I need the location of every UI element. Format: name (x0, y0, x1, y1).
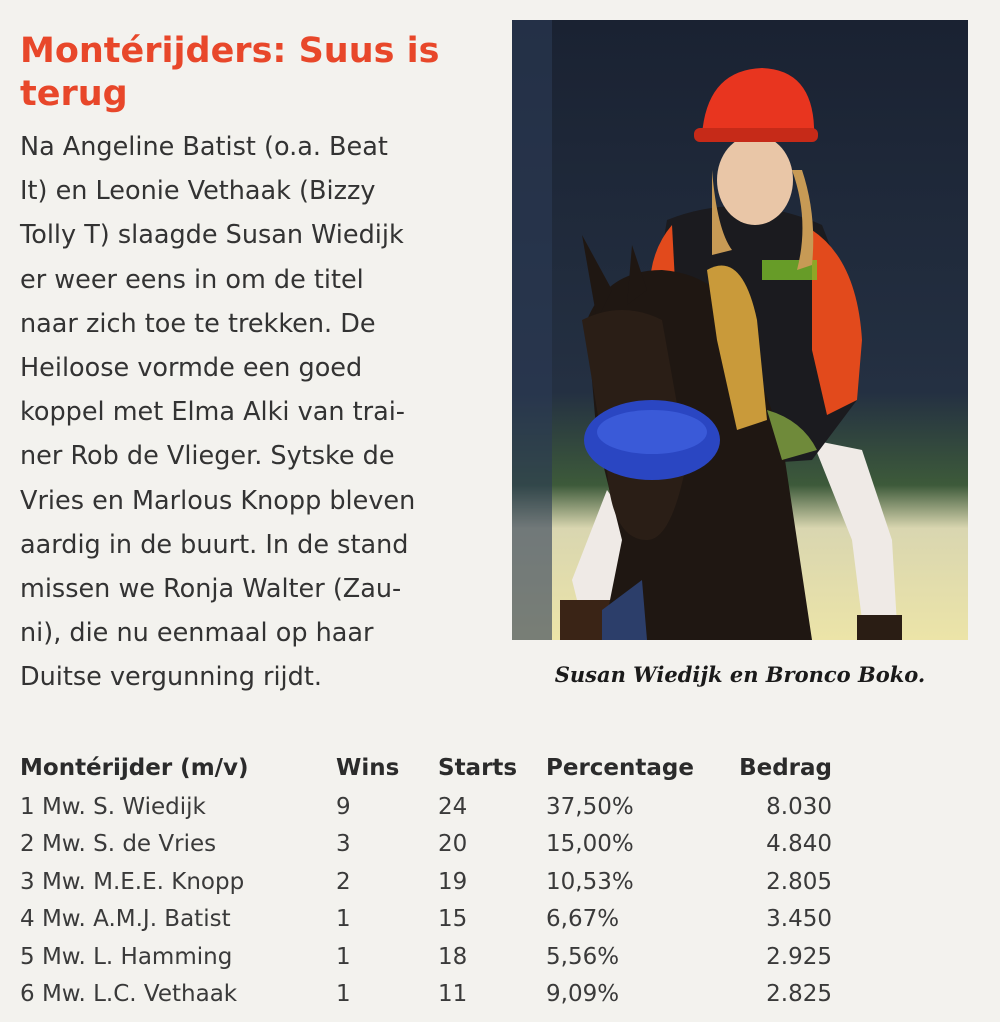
cell-percentage: 37,50% (546, 793, 634, 820)
body-line: Heiloose vormde een goed (20, 353, 363, 384)
photo-caption: Susan Wiedijk en Bronco Boko. (554, 662, 926, 687)
cell-rider: 6 Mw. L.C. Vethaak (20, 981, 238, 1008)
cell-amount: 8.030 (766, 793, 832, 820)
table-row (20, 938, 832, 976)
header-wins: Wins (336, 755, 400, 781)
cell-rider: 2 Mw. S. de Vries (20, 831, 217, 858)
header-rider: Montérijder (m/v) (20, 755, 249, 781)
body-line: koppel met Elma Alki van trai- (20, 397, 405, 428)
cell-wins: 1 (336, 906, 351, 933)
cell-amount: 4.840 (766, 831, 832, 858)
body-line: naar zich toe te trekken. De (20, 308, 376, 339)
table-header-row (20, 748, 832, 788)
cell-wins: 3 (336, 831, 351, 858)
body-line: missen we Ronja Walter (Zau- (20, 574, 402, 605)
cell-percentage: 6,67% (546, 906, 620, 933)
table-row (20, 788, 832, 826)
cell-rider: 4 Mw. A.M.J. Batist (20, 906, 231, 933)
cell-percentage: 9,09% (546, 981, 620, 1008)
cell-amount: 2.825 (766, 981, 832, 1008)
body-line: aardig in de buurt. In de stand (20, 529, 409, 560)
cell-wins: 9 (336, 793, 351, 820)
article-body (20, 125, 495, 700)
standings-table (20, 748, 832, 1013)
cell-rider: 1 Mw. S. Wiedijk (20, 793, 206, 820)
table-row (20, 826, 832, 864)
header-amount: Bedrag (739, 755, 832, 781)
cell-rider: 3 Mw. M.E.E. Knopp (20, 868, 245, 895)
body-line: It) en Leonie Vethaak (Bizzy (20, 176, 376, 207)
table-row (20, 901, 832, 939)
cell-starts: 15 (438, 906, 468, 933)
cell-percentage: 15,00% (546, 831, 634, 858)
header-starts: Starts (438, 755, 518, 781)
cell-wins: 1 (336, 981, 351, 1008)
table-row (20, 863, 832, 901)
body-line: er weer eens in om de titel (20, 264, 364, 295)
jockey-photo (512, 20, 968, 640)
cell-starts: 19 (438, 868, 468, 895)
body-line: Tolly T) slaagde Susan Wiedijk (20, 220, 404, 251)
cell-amount: 3.450 (766, 906, 832, 933)
cell-amount: 2.925 (766, 943, 832, 970)
body-line: ni), die nu eenmaal op haar (20, 618, 374, 649)
cell-starts: 11 (438, 981, 468, 1008)
cell-rider: 5 Mw. L. Hamming (20, 943, 233, 970)
body-line: Vries en Marlous Knopp bleven (20, 485, 416, 516)
header-percentage: Percentage (546, 755, 694, 781)
body-line: ner Rob de Vlieger. Sytske de (20, 441, 395, 472)
cell-starts: 18 (438, 943, 468, 970)
jockey-on-horse-illustration (512, 20, 968, 640)
cell-amount: 2.805 (766, 868, 832, 895)
article-headline: Montérijders: Suus is terug (20, 31, 440, 114)
cell-wins: 1 (336, 943, 351, 970)
cell-percentage: 5,56% (546, 943, 620, 970)
cell-percentage: 10,53% (546, 868, 634, 895)
cell-wins: 2 (336, 868, 351, 895)
cell-starts: 20 (438, 831, 468, 858)
table-row (20, 976, 832, 1014)
cell-starts: 24 (438, 793, 468, 820)
body-line: Duitse vergunning rijdt. (20, 662, 322, 693)
body-line: Na Angeline Batist (o.a. Beat (20, 132, 388, 162)
